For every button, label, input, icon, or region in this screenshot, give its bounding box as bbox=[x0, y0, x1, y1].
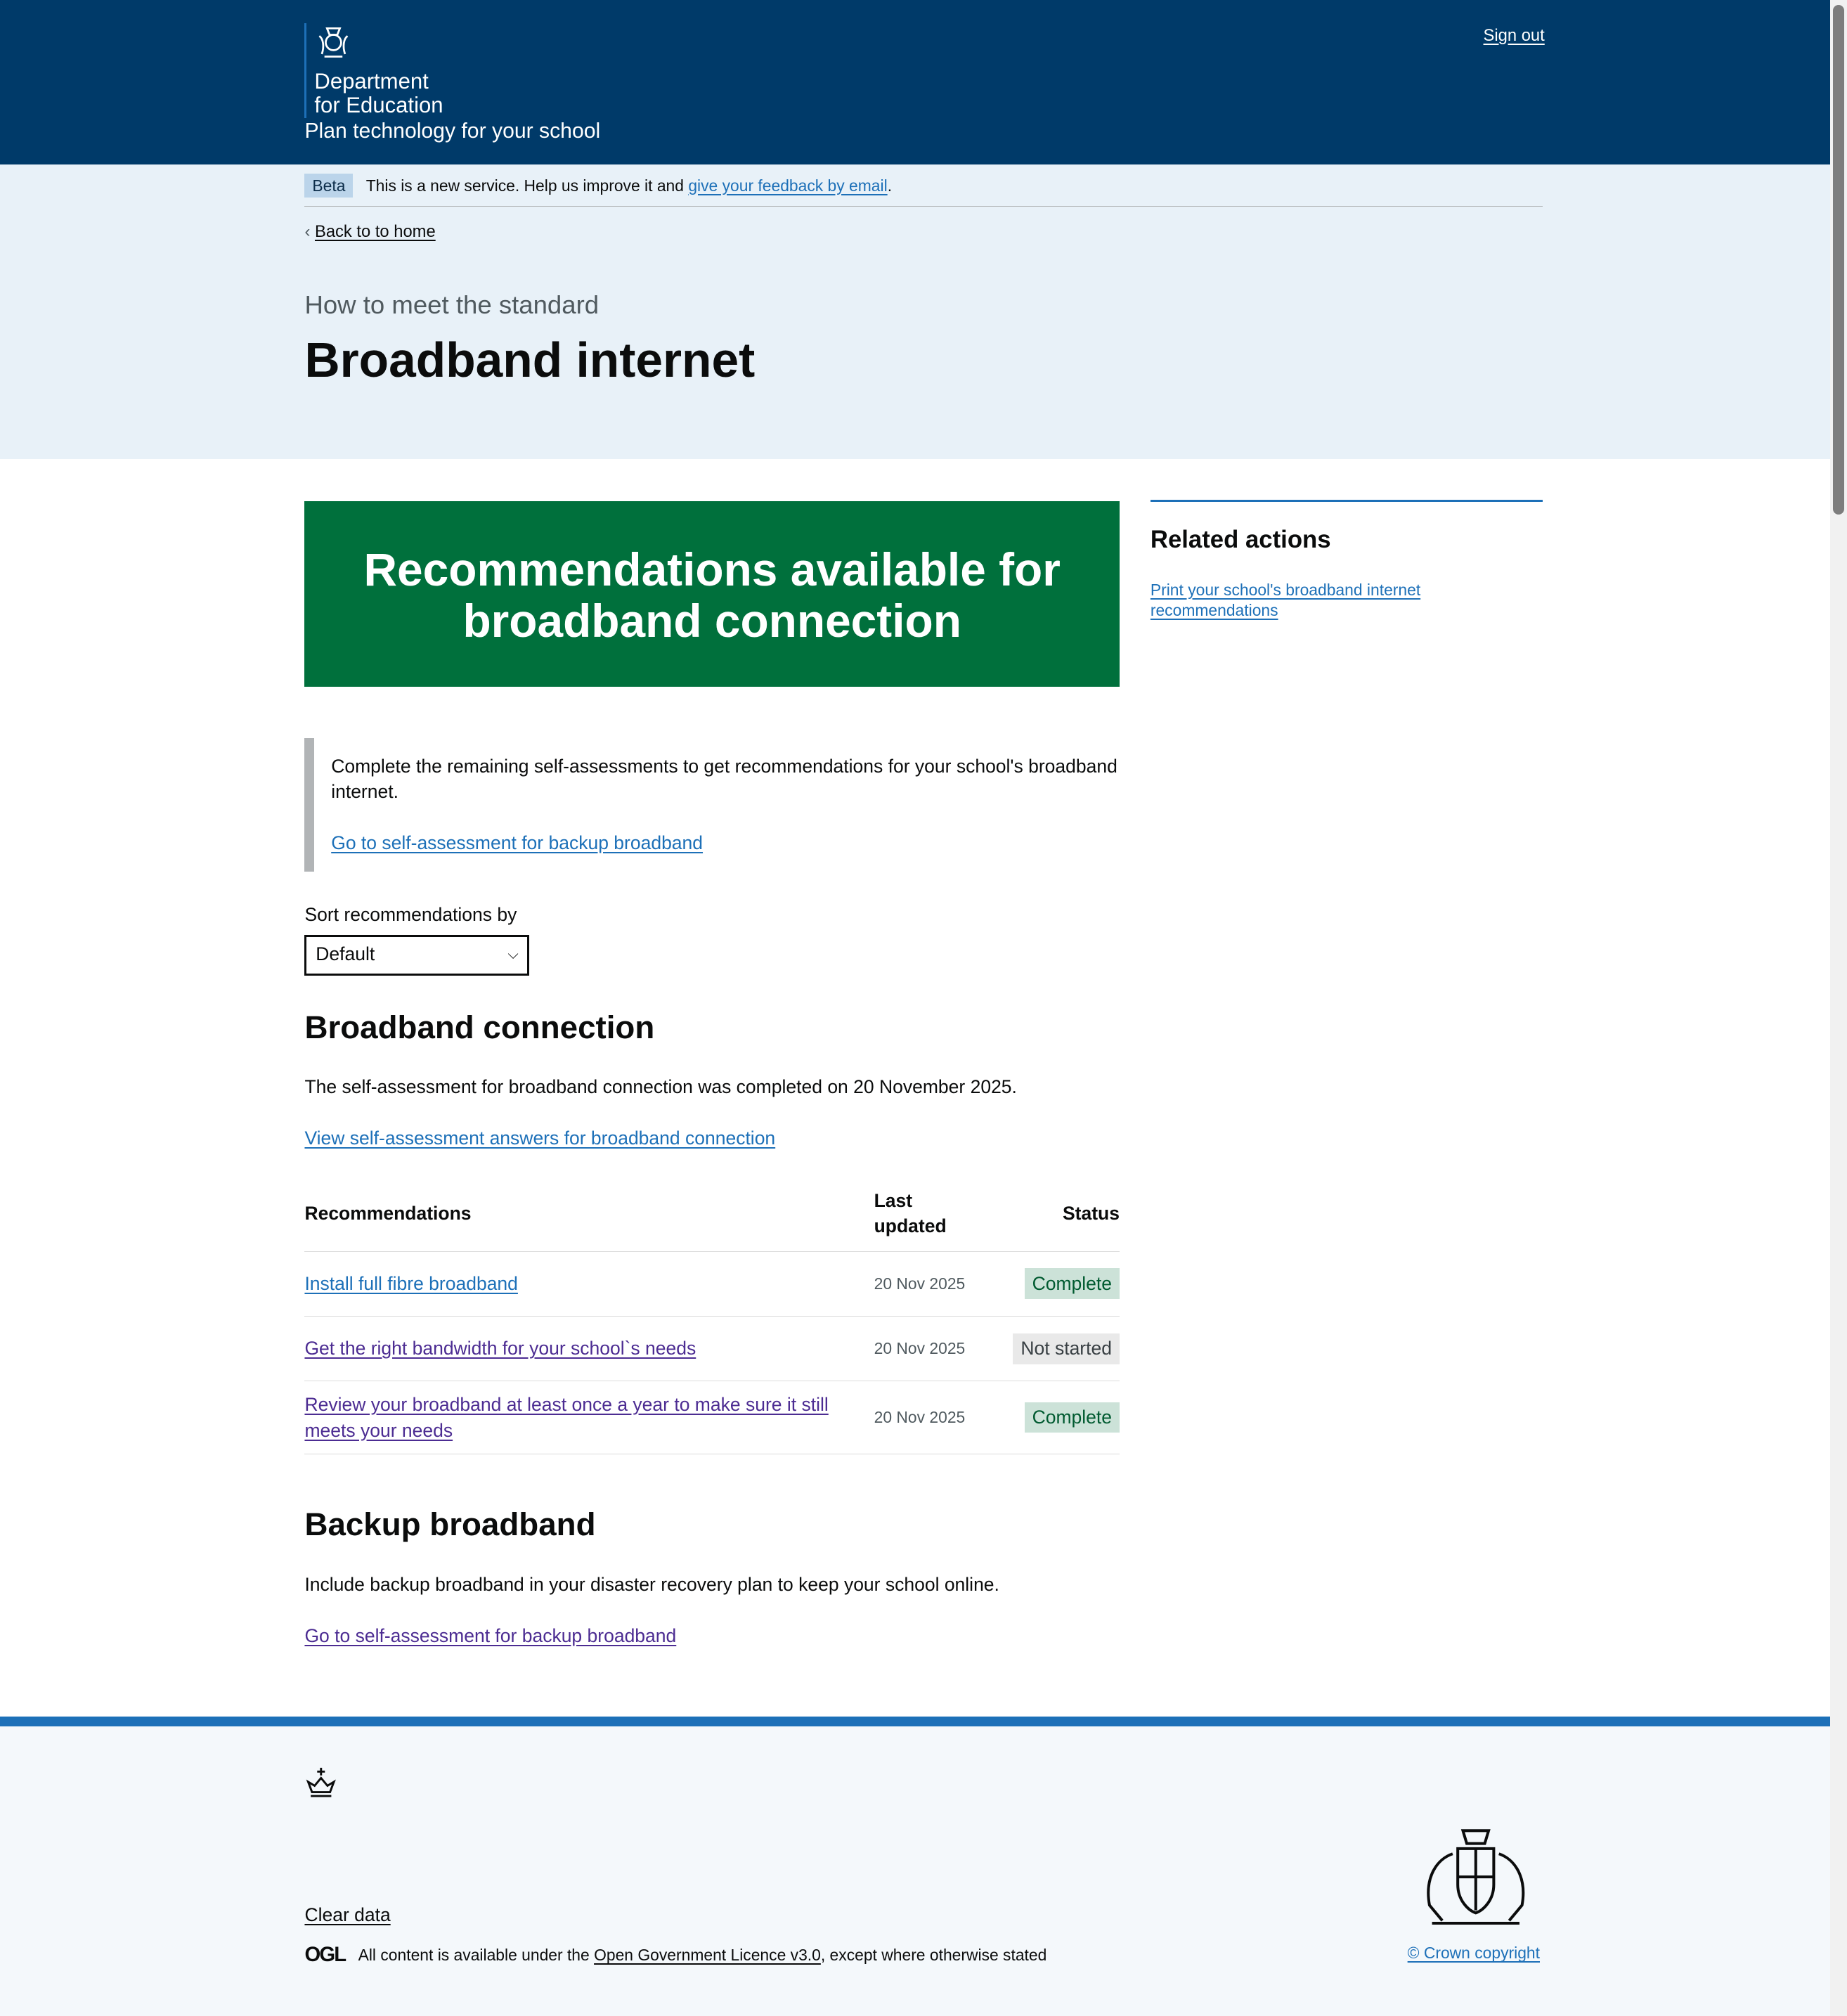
org-name-line1: Department bbox=[314, 68, 429, 93]
royal-coat-of-arms-icon bbox=[1414, 1826, 1538, 1934]
crown-copyright-link[interactable]: © Crown copyright bbox=[1407, 1944, 1540, 1963]
related-actions bbox=[1151, 500, 1543, 621]
section-completion-text: The self-assessment for broadband connection was completed on 20 November 2025. bbox=[304, 1075, 1017, 1097]
sign-out-link[interactable]: Sign out bbox=[1483, 25, 1545, 45]
col-status: Status bbox=[990, 1183, 1120, 1251]
ogl-logo: OGL bbox=[304, 1944, 346, 1967]
sort-select[interactable] bbox=[304, 935, 529, 976]
recommendation-link[interactable]: Review your broadband at least once a year to make sure it still meets your needs bbox=[304, 1393, 829, 1441]
backup-assessment-link[interactable]: Go to self-assessment for backup broadband bbox=[331, 832, 704, 854]
recommendations-table bbox=[304, 1183, 1120, 1454]
beta-end: . bbox=[887, 176, 893, 195]
table-row bbox=[304, 1381, 1120, 1454]
ogl-link[interactable]: Open Government Licence v3.0 bbox=[594, 1946, 821, 1965]
licence bbox=[304, 1944, 1046, 1967]
back-link[interactable]: Back to to home bbox=[314, 222, 436, 242]
dfe-logo[interactable] bbox=[304, 23, 443, 118]
status-badge: Not started bbox=[1013, 1333, 1120, 1364]
phase-banner bbox=[304, 174, 1542, 207]
inset-message: Complete the remaining self-assessments to get recommendations for your school's broadband internet. bbox=[331, 755, 1117, 803]
backup-assessment-link-2[interactable]: Go to self-assessment for backup broadband bbox=[304, 1624, 677, 1646]
status-badge: Complete bbox=[1025, 1402, 1120, 1433]
col-last-updated: Last updated bbox=[874, 1183, 990, 1251]
crown-icon bbox=[304, 1766, 338, 1800]
org-name-line2: for Education bbox=[314, 93, 443, 118]
beta-tag: Beta bbox=[304, 174, 353, 198]
back-link-wrap bbox=[304, 222, 435, 242]
clear-data-link[interactable]: Clear data bbox=[304, 1904, 391, 1925]
site-header bbox=[0, 0, 1847, 164]
licence-text: All content is available under the bbox=[358, 1946, 595, 1965]
scrollbar[interactable] bbox=[1830, 0, 1847, 2016]
section-heading-broadband-connection: Broadband connection bbox=[304, 1009, 655, 1045]
last-updated: 20 Nov 2025 bbox=[874, 1316, 990, 1381]
recommendation-link[interactable]: Get the right bandwidth for your school`s needs bbox=[304, 1338, 696, 1359]
page-header-band bbox=[0, 164, 1847, 459]
licence-text-end: , except where otherwise stated bbox=[820, 1946, 1047, 1965]
chevron-down-icon: ⌵ bbox=[507, 947, 519, 963]
table-row bbox=[304, 1316, 1120, 1381]
inset-text bbox=[304, 738, 1120, 872]
last-updated: 20 Nov 2025 bbox=[874, 1251, 990, 1316]
print-recommendations-link[interactable]: Print your school's broadband internet recommendations bbox=[1150, 580, 1421, 619]
table-row bbox=[304, 1251, 1120, 1316]
sort-value: Default bbox=[316, 943, 375, 964]
chevron-left-icon: ‹ bbox=[304, 222, 315, 242]
recommendation-link[interactable]: Install full fibre broadband bbox=[304, 1272, 518, 1294]
related-actions-heading: Related actions bbox=[1150, 526, 1331, 554]
feedback-link[interactable]: give your feedback by email bbox=[688, 176, 888, 195]
recommendations-banner: Recommendations available for broadband connection bbox=[304, 501, 1120, 686]
status-badge: Complete bbox=[1025, 1268, 1120, 1299]
beta-text: This is a new service. Help us improve it and bbox=[365, 176, 689, 195]
site-footer bbox=[0, 1717, 1847, 2016]
backup-description: Include backup broadband in your disaster recovery plan to keep your school online. bbox=[304, 1573, 999, 1595]
page-title: Broadband internet bbox=[304, 332, 756, 387]
last-updated: 20 Nov 2025 bbox=[874, 1381, 990, 1454]
page-caption: How to meet the standard bbox=[304, 290, 600, 320]
view-answers-link[interactable]: View self-assessment answers for broadband connection bbox=[304, 1127, 776, 1149]
royal-crest-icon bbox=[314, 23, 353, 59]
sort-label: Sort recommendations by bbox=[304, 903, 517, 925]
scrollbar-thumb[interactable] bbox=[1833, 5, 1844, 514]
col-recommendations: Recommendations bbox=[304, 1183, 874, 1251]
section-heading-backup-broadband: Backup broadband bbox=[304, 1506, 596, 1543]
service-name[interactable]: Plan technology for your school bbox=[304, 119, 601, 143]
